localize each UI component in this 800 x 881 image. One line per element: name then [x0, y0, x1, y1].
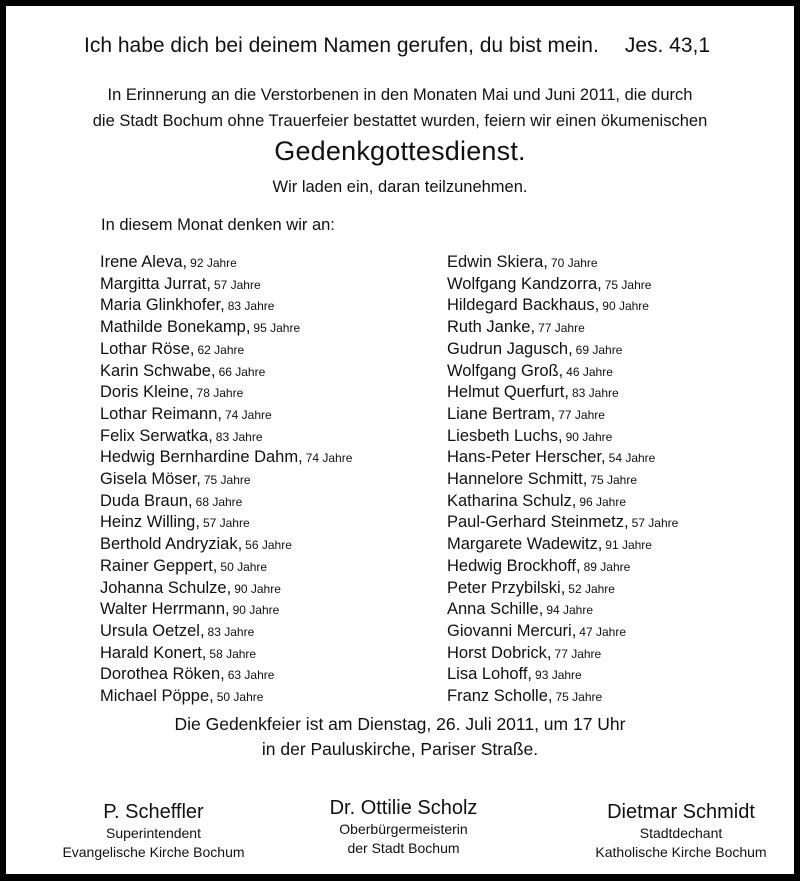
deceased-name: Paul-Gerhard Steinmetz,	[447, 513, 629, 532]
bible-quote	[84, 34, 710, 58]
deceased-entry	[447, 339, 678, 361]
deceased-entry	[100, 339, 352, 361]
deceased-age: 92 Jahre	[190, 256, 237, 270]
deceased-entry	[447, 274, 678, 296]
deceased-entry	[447, 295, 678, 317]
deceased-entry	[447, 469, 678, 491]
intro-text	[6, 82, 794, 134]
deceased-name: Wolfgang Kandzorra,	[447, 274, 602, 293]
deceased-entry	[447, 252, 678, 274]
deceased-entry	[100, 578, 352, 600]
deceased-age: 66 Jahre	[218, 364, 266, 379]
deceased-name: Ruth Janke,	[447, 318, 536, 337]
deceased-entry	[447, 361, 678, 383]
signer-role: Oberbürgermeisterin	[339, 821, 468, 837]
deceased-name: Margarete Wadewitz,	[447, 535, 603, 554]
signature-mayor	[296, 796, 511, 858]
deceased-name: Horst Dobrick,	[447, 643, 552, 662]
deceased-name: Liesbeth Luchs,	[447, 426, 563, 445]
invitation-text: Wir laden ein, daran teilzunehmen.	[272, 178, 528, 196]
deceased-name: Lothar Reimann,	[100, 404, 222, 423]
deceased-entry	[447, 664, 678, 686]
deceased-entry	[447, 512, 678, 534]
deceased-name: Felix Serwatka,	[100, 426, 213, 445]
deceased-age: 74 Jahre	[225, 407, 272, 422]
deceased-age: 46 Jahre	[566, 364, 613, 379]
deceased-name: Berthold Andryziak,	[100, 535, 243, 554]
deceased-entry	[447, 382, 678, 404]
deceased-age: 68 Jahre	[195, 494, 243, 509]
deceased-age: 83 Jahre	[215, 429, 263, 444]
event-info	[6, 712, 794, 762]
signer-organization: Evangelische Kirche Bochum	[62, 844, 245, 860]
deceased-age: 95 Jahre	[253, 321, 301, 336]
deceased-age: 83 Jahre	[227, 299, 275, 314]
deceased-age: 83 Jahre	[207, 624, 255, 639]
deceased-entry	[100, 404, 352, 426]
deceased-entry	[447, 621, 678, 643]
deceased-entry	[100, 382, 352, 404]
deceased-entry	[100, 317, 352, 339]
deceased-entry	[100, 295, 352, 317]
deceased-name: Harald Konert,	[100, 643, 207, 662]
deceased-age: 89 Jahre	[583, 559, 631, 574]
deceased-age: 78 Jahre	[196, 386, 244, 401]
deceased-entry	[447, 317, 678, 339]
deceased-age: 94 Jahre	[546, 603, 594, 618]
deceased-age: 57 Jahre	[213, 277, 261, 292]
deceased-age: 75 Jahre	[555, 690, 603, 705]
deceased-entry	[447, 556, 678, 578]
quote-reference: Jes. 43,1	[624, 34, 711, 57]
deceased-name: Lisa Lohoff,	[447, 665, 533, 684]
deceased-age: 93 Jahre	[535, 668, 582, 683]
deceased-age: 54 Jahre	[608, 451, 656, 466]
deceased-entry	[447, 404, 678, 426]
deceased-age: 57 Jahre	[202, 516, 250, 531]
deceased-age: 62 Jahre	[197, 342, 245, 357]
deceased-entry	[447, 426, 678, 448]
deceased-age: 63 Jahre	[227, 668, 275, 683]
signer-name: Dr. Ottilie Scholz	[329, 797, 478, 819]
deceased-name: Liane Bertram,	[447, 404, 556, 423]
deceased-age: 83 Jahre	[571, 386, 619, 401]
deceased-entry	[447, 643, 678, 665]
deceased-name: Irene Aleva,	[100, 253, 188, 271]
deceased-age: 57 Jahre	[631, 516, 679, 531]
event-line-1: Die Gedenkfeier ist am Dienstag, 26. Juli 2011, um 17 Uhr	[174, 714, 626, 734]
deceased-name: Heinz Willing,	[100, 513, 200, 532]
deceased-name: Hedwig Bernhardine Dahm,	[100, 448, 303, 467]
deceased-entry	[100, 361, 352, 383]
deceased-age: 75 Jahre	[203, 473, 251, 488]
deceased-age: 77 Jahre	[538, 321, 585, 336]
deceased-entry	[100, 599, 352, 621]
signer-organization: der Stadt Bochum	[347, 840, 460, 856]
deceased-name: Dorothea Röken,	[100, 665, 225, 684]
deceased-entry	[100, 447, 352, 469]
deceased-entry	[447, 534, 678, 556]
deceased-age: 90 Jahre	[232, 603, 280, 618]
deceased-age: 69 Jahre	[575, 342, 623, 357]
deceased-name: Walter Herrmann,	[100, 600, 230, 619]
quote-text: Ich habe dich bei deinem Namen gerufen, du bist mein.	[84, 34, 599, 57]
deceased-name: Maria Glinkhofer,	[100, 296, 225, 315]
deceased-age: 77 Jahre	[554, 646, 602, 661]
deceased-entry	[447, 447, 678, 469]
deceased-age: 58 Jahre	[209, 646, 257, 661]
deceased-entry	[100, 556, 352, 578]
deceased-age: 52 Jahre	[568, 581, 615, 596]
deceased-name: Johanna Schulze,	[100, 578, 232, 597]
deceased-name: Hildegard Backhaus,	[447, 296, 600, 315]
signature-superintendent	[46, 800, 261, 862]
deceased-name: Doris Kleine,	[100, 383, 194, 402]
deceased-entry	[100, 534, 352, 556]
deceased-age: 50 Jahre	[216, 690, 264, 705]
names-left-column	[100, 252, 352, 708]
deceased-entry	[100, 643, 352, 665]
deceased-name: Rainer Geppert,	[100, 556, 218, 575]
deceased-name: Margitta Jurrat,	[100, 274, 211, 293]
deceased-age: 50 Jahre	[220, 559, 268, 574]
deceased-name: Duda Braun,	[100, 491, 193, 510]
deceased-age: 47 Jahre	[579, 624, 626, 639]
deceased-name: Anna Schille,	[447, 600, 544, 619]
deceased-name: Peter Przybilski,	[447, 578, 566, 597]
deceased-name: Hannelore Schmitt,	[447, 470, 588, 489]
deceased-name: Franz Scholle,	[447, 687, 553, 706]
deceased-name: Mathilde Bonekamp,	[100, 318, 251, 337]
deceased-age: 70 Jahre	[550, 256, 598, 270]
deceased-entry	[100, 686, 352, 708]
notice-title: Gedenkgottesdienst.	[274, 136, 526, 166]
deceased-name: Hans-Peter Herscher,	[447, 448, 606, 467]
deceased-name: Lothar Röse,	[100, 339, 195, 358]
signature-dean	[576, 800, 786, 862]
deceased-age: 90 Jahre	[234, 581, 281, 596]
deceased-entry	[100, 252, 352, 274]
deceased-age: 75 Jahre	[604, 277, 652, 292]
deceased-entry	[100, 512, 352, 534]
intro-line-2: die Stadt Bochum ohne Trauerfeier bestattet wurden, feiern wir einen ökumenischen	[92, 112, 708, 130]
deceased-entry	[447, 491, 678, 513]
deceased-name: Gudrun Jagusch,	[447, 339, 573, 358]
names-right-column	[447, 252, 678, 708]
deceased-name: Gisela Möser,	[100, 470, 201, 489]
signer-organization: Katholische Kirche Bochum	[595, 844, 767, 860]
deceased-name: Ursula Oetzel,	[100, 621, 205, 640]
deceased-age: 91 Jahre	[605, 538, 652, 553]
deceased-age: 90 Jahre	[565, 429, 613, 444]
deceased-name: Katharina Schulz,	[447, 491, 577, 510]
deceased-entry	[100, 274, 352, 296]
deceased-name: Karin Schwabe,	[100, 361, 216, 380]
deceased-age: 75 Jahre	[590, 473, 638, 488]
deceased-entry	[100, 491, 352, 513]
event-line-2: in der Pauluskirche, Pariser Straße.	[261, 739, 539, 759]
deceased-name: Helmut Querfurt,	[447, 383, 569, 402]
signer-name: Dietmar Schmidt	[607, 801, 755, 823]
deceased-age: 96 Jahre	[579, 494, 627, 509]
deceased-entry	[447, 686, 678, 708]
deceased-entry	[100, 621, 352, 643]
deceased-age: 56 Jahre	[245, 538, 292, 553]
deceased-name: Edwin Skiera,	[447, 253, 548, 271]
signer-role: Superintendent	[106, 825, 201, 841]
deceased-age: 74 Jahre	[305, 451, 353, 466]
deceased-name: Wolfgang Groß,	[447, 361, 564, 380]
deceased-age: 90 Jahre	[602, 299, 649, 314]
deceased-name: Giovanni Mercuri,	[447, 621, 577, 640]
deceased-entry	[447, 599, 678, 621]
deceased-name: Michael Pöppe,	[100, 687, 214, 706]
deceased-entry	[100, 426, 352, 448]
month-heading: In diesem Monat denken wir an:	[101, 216, 335, 234]
deceased-name: Hedwig Brockhoff,	[447, 556, 581, 575]
deceased-entry	[100, 664, 352, 686]
signer-name: P. Scheffler	[103, 801, 204, 823]
intro-line-1: In Erinnerung an die Verstorbenen in den Monaten Mai und Juni 2011, die durch	[107, 86, 693, 104]
deceased-entry	[100, 469, 352, 491]
signer-role: Stadtdechant	[639, 825, 723, 841]
deceased-age: 77 Jahre	[558, 407, 605, 422]
deceased-entry	[447, 578, 678, 600]
